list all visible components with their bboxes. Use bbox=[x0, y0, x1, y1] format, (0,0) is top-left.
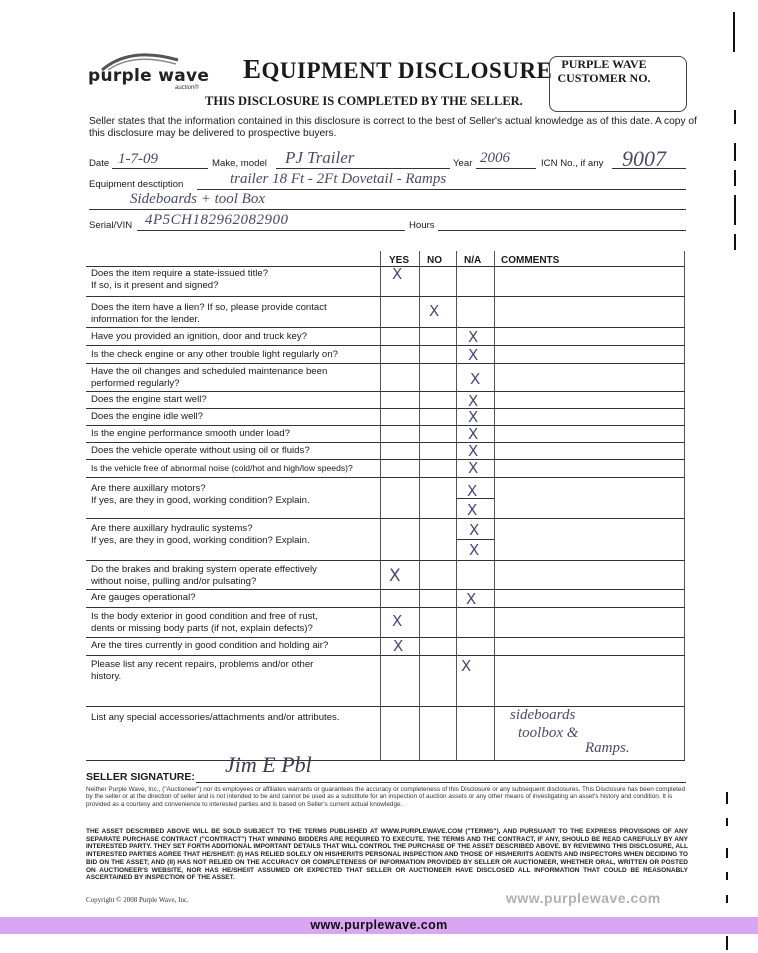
question-aux-hydraulics bbox=[91, 523, 310, 546]
answer-mark-yes[interactable]: X bbox=[389, 566, 401, 586]
hours-label: Hours bbox=[409, 220, 435, 231]
question-text: If so, is it present and signed? bbox=[91, 279, 219, 291]
year-line bbox=[476, 168, 536, 169]
question-engine-performance: Is the engine performance smooth under load? bbox=[91, 428, 290, 439]
answer-mark-na[interactable]: X bbox=[467, 482, 478, 500]
question-text: information for the lender. bbox=[91, 313, 200, 325]
table-header-rule bbox=[86, 266, 685, 267]
question-brakes bbox=[91, 564, 317, 587]
icn-value[interactable]: 9007 bbox=[622, 146, 666, 171]
disclaimer-text: Neither Purple Wave, Inc., ("Auctioneer") nor its employees or affiliates warrants or guarantees the accuracy or completeness of this Disclosure or any subsequent disclosures. This Disclosure has been completed by the seller or at the direction of seller and is not intended to be and cannot be used as a substitute for an inspection of auction assets or any other means of investigating an asset's history and condition. It is provided as a courtesy and convenience to interested parties and is based on Seller's current actual knowledge. bbox=[86, 786, 686, 808]
scan-edge-mark bbox=[734, 195, 736, 225]
question-text: If yes, are they in good, working condition? Explain. bbox=[91, 494, 310, 506]
year-label: Year bbox=[453, 158, 473, 169]
table-bottom-rule bbox=[86, 760, 685, 761]
question-text: history. bbox=[91, 670, 122, 682]
question-engine-start: Does the engine start well? bbox=[91, 394, 207, 405]
row-rule bbox=[86, 477, 685, 478]
page-subtitle: THIS DISCLOSURE IS COMPLETED BY THE SELLER. bbox=[205, 94, 523, 108]
legal-terms-text: THE ASSET DESCRIBED ABOVE WILL BE SOLD SUBJECT TO THE TERMS PUBLISHED AT WWW.PURPLEWAVE.COM ("TERMS"), AND PURSUANT TO THE EXPRESS PROVISIONS OF ANY SEPARATE PURCHASE CONTRACT ("CONTRACT") THAT WINNING BIDDERS ARE REQUIRED TO EXECUTE. THE TERMS AND THE CONTRACT, IF ANY, SHOULD BE READ CAREFULLY BY ANY INTERESTED PARTY. THEY SET FORTH ADDITIONAL IMPORTANT DETAILS THAT WILL CONTROL THE PURCHASE OF THE ASSET DESCRIBED ABOVE. BY REVIEWING THIS DISCLOSURE, ALL INTERESTED PARTIES AGREE THAT HE/SHE/IT: (I) HAS RELIED SOLELY ON HIS/HER/ITS PERSONAL INSPECTION AND THOSE OF HIS/HER/ITS AGENTS AND INSPECTORS WHEN DECIDING TO BID ON THE ASSET; AND (II) HAS NOT RELIED ON THE ACCURACY OR COMPLETENESS OF INFORMATION PROVIDED BY SELLER OR AUCTIONEER, WHETHER ORAL, WRITTEN OR POSTED ON AUCTIONEER'S WEBSITE, NOR HAS HE/SHE/IT ASSUMED OR EXPECTED THAT SELLER OR AUCTIONEER HAVE DISCLOSED ALL INFORMATION THAT COULD BE REASONABLY ASCERTAINED BY INSPECTION OF THE ASSET. bbox=[86, 828, 688, 882]
comment-line-2[interactable]: toolbox & bbox=[518, 725, 579, 741]
icn-label: ICN No., if any bbox=[541, 158, 604, 169]
column-na: N/A bbox=[464, 255, 482, 266]
scan-edge-mark bbox=[733, 12, 735, 52]
customer-number-line2: CUSTOMER NO. bbox=[557, 71, 651, 85]
answer-mark-na[interactable]: X bbox=[468, 459, 479, 477]
answer-mark-na[interactable]: X bbox=[468, 346, 479, 364]
question-lien bbox=[91, 302, 327, 325]
title-initial: E bbox=[243, 54, 262, 84]
date-value[interactable]: 1-7-09 bbox=[118, 151, 158, 167]
question-noise: Is the vehicle free of abnormal noise (cold/hot and high/low speeds)? bbox=[91, 463, 353, 473]
question-text: Is the body exterior in good condition and free of rust, bbox=[91, 611, 318, 622]
row-rule bbox=[86, 408, 685, 409]
scan-edge-mark bbox=[734, 110, 736, 124]
serial-label: Serial/VIN bbox=[89, 220, 133, 231]
serial-line bbox=[137, 230, 405, 231]
question-body-exterior bbox=[91, 611, 318, 634]
answer-mark-na[interactable]: X bbox=[468, 328, 479, 346]
row-rule bbox=[86, 706, 685, 707]
description-label: Equipment desctiption bbox=[89, 179, 184, 190]
question-text: Does the item require a state-issued title? bbox=[91, 268, 269, 279]
description-line-2 bbox=[89, 209, 686, 210]
question-title bbox=[91, 268, 268, 291]
column-yes: YES bbox=[389, 255, 410, 266]
row-rule bbox=[86, 345, 685, 346]
question-engine-light: Is the check engine or any other trouble light regularly on? bbox=[91, 349, 338, 360]
answer-mark-na[interactable]: X bbox=[467, 501, 478, 519]
hours-line[interactable] bbox=[438, 230, 686, 231]
serial-value[interactable]: 4P5CH182962082900 bbox=[145, 212, 289, 228]
scan-edge-mark bbox=[734, 234, 736, 250]
scan-edge-mark bbox=[726, 848, 728, 858]
scan-edge-mark bbox=[726, 872, 728, 880]
row-rule bbox=[86, 459, 685, 460]
footer-website[interactable]: www.purplewave.com bbox=[506, 890, 661, 906]
question-text: Does the item have a lien? If so, please provide contact bbox=[91, 302, 327, 313]
comment-line-1[interactable]: sideboards bbox=[510, 707, 576, 723]
answer-mark-na[interactable]: X bbox=[469, 521, 480, 539]
question-engine-idle: Does the engine idle well? bbox=[91, 411, 204, 422]
signature-label: SELLER SIGNATURE: bbox=[86, 771, 195, 783]
answer-mark-no[interactable]: X bbox=[429, 302, 440, 320]
question-oil-fluids: Does the vehicle operate without using oil or fluids? bbox=[91, 445, 310, 456]
make-line bbox=[276, 168, 450, 169]
scan-edge-mark bbox=[734, 170, 736, 186]
comment-line-3[interactable]: Ramps. bbox=[585, 740, 630, 756]
question-repairs bbox=[91, 659, 313, 682]
column-comments: COMMENTS bbox=[501, 255, 560, 266]
make-value[interactable]: PJ Trailer bbox=[285, 148, 355, 167]
question-text: Are there auxillary motors? bbox=[91, 483, 206, 494]
question-text: Do the brakes and braking system operate effectively bbox=[91, 564, 317, 575]
answer-mark-yes[interactable]: X bbox=[392, 612, 403, 630]
row-rule bbox=[86, 607, 685, 608]
description-value-1[interactable]: trailer 18 Ft - 2Ft Dovetail - Ramps bbox=[230, 171, 447, 187]
answer-mark-yes[interactable]: X bbox=[393, 637, 404, 655]
answer-mark-na[interactable]: X bbox=[468, 392, 479, 410]
page-title bbox=[243, 54, 552, 85]
make-label: Make, model bbox=[212, 158, 267, 169]
row-rule bbox=[86, 391, 685, 392]
logo-wordmark: purple wave bbox=[88, 66, 210, 86]
question-text: If yes, are they in good, working condition? Explain. bbox=[91, 534, 310, 546]
row-rule bbox=[86, 296, 685, 297]
answer-mark-na[interactable]: X bbox=[468, 425, 479, 443]
row-rule bbox=[86, 589, 685, 590]
question-text: Please list any recent repairs, problems and/or other bbox=[91, 659, 314, 670]
row-rule bbox=[86, 425, 685, 426]
row-rule bbox=[86, 442, 685, 443]
question-keys: Have you provided an ignition, door and truck key? bbox=[91, 331, 307, 342]
na-subrule bbox=[456, 539, 494, 540]
scan-edge-mark bbox=[734, 143, 736, 161]
answer-mark-na[interactable]: X bbox=[470, 370, 481, 388]
scan-edge-mark bbox=[726, 818, 728, 826]
column-no: NO bbox=[427, 255, 442, 266]
customer-number-label bbox=[549, 57, 659, 85]
intro-text: Seller states that the information contained in this disclosure is correct to the best of Seller's actual knowledge as of this date. A copy of this disclosure may be delivered to prospective buyers. bbox=[89, 116, 697, 139]
description-line-1 bbox=[197, 189, 686, 190]
answer-mark-yes[interactable]: X bbox=[392, 265, 403, 283]
answer-mark-na[interactable]: X bbox=[468, 408, 479, 426]
answer-mark-na[interactable]: X bbox=[469, 541, 480, 559]
question-oil-changes bbox=[91, 366, 327, 389]
question-tires: Are the tires currently in good condition and holding air? bbox=[91, 640, 329, 651]
row-rule bbox=[86, 327, 685, 328]
question-text: Are there auxillary hydraulic systems? bbox=[91, 523, 253, 534]
question-accessories: List any special accessories/attachments and/or attributes. bbox=[91, 712, 340, 723]
question-text: Have the oil changes and scheduled maintenance been bbox=[91, 366, 328, 377]
scan-edge-mark bbox=[726, 792, 728, 804]
row-rule bbox=[86, 560, 685, 561]
copyright-text: Copyright © 2008 Purple Wave, Inc. bbox=[86, 896, 189, 904]
question-gauges: Are gauges operational? bbox=[91, 592, 196, 603]
title-rest: QUIPMENT DISCLOSURE bbox=[261, 58, 553, 83]
scan-edge-mark bbox=[726, 895, 728, 903]
question-aux-motors bbox=[91, 483, 310, 506]
question-text: dents or missing body parts (if not, explain defects)? bbox=[91, 622, 313, 634]
signature-value[interactable]: Jim E Pbl bbox=[225, 752, 312, 777]
row-rule bbox=[86, 363, 685, 364]
footer-bar-link[interactable]: www.purplewave.com bbox=[310, 918, 448, 932]
date-line bbox=[112, 168, 208, 169]
date-label: Date bbox=[89, 158, 110, 169]
year-value[interactable]: 2006 bbox=[480, 150, 510, 166]
row-rule bbox=[86, 637, 685, 638]
answer-mark-na[interactable]: X bbox=[461, 657, 472, 675]
scan-edge-mark bbox=[726, 936, 728, 950]
signature-line bbox=[196, 782, 686, 783]
logo-subtext: auction® bbox=[175, 85, 199, 91]
question-text: performed regularly? bbox=[91, 377, 180, 389]
question-text: without noise, pulling and/or pulsating? bbox=[91, 575, 257, 587]
customer-number-line1: PURPLE WAVE bbox=[561, 57, 647, 71]
answer-mark-na[interactable]: X bbox=[468, 442, 479, 460]
answer-mark-na[interactable]: X bbox=[466, 590, 477, 608]
description-value-2[interactable]: Sideboards + tool Box bbox=[130, 191, 265, 207]
row-rule bbox=[86, 655, 685, 656]
row-rule bbox=[86, 518, 685, 519]
